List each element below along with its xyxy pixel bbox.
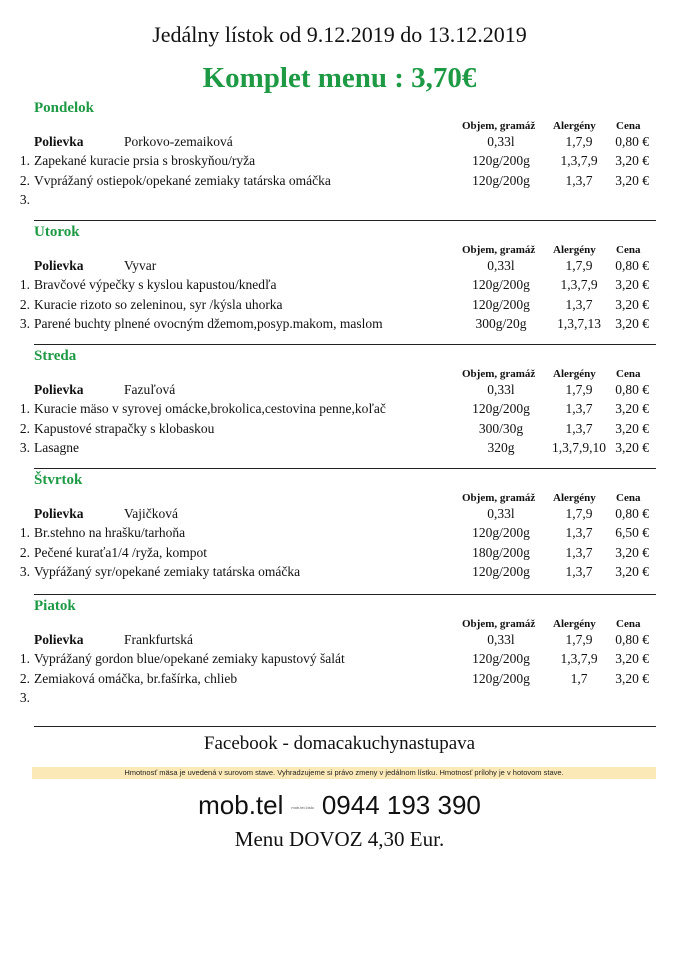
item-price: 0,80 € [615,134,649,149]
phone-line [0,790,679,821]
item-name: Pečené kuraťa1/4 /ryža, kompot [34,544,207,560]
phone-small-text: mob.tel.číslo [291,804,314,810]
item-price: 3,20 € [615,564,649,579]
column-header-weight: Objem, gramáž [462,120,536,132]
column-header-allergens: Alergény [553,618,596,630]
item-number: 2. [19,670,30,686]
item-price: 0,80 € [615,506,649,521]
delivery-price: Menu DOVOZ 4,30 Eur. [234,827,445,851]
section-divider [34,344,656,345]
item-price: 3,20 € [615,172,649,188]
item-allergens: 1,3,7 [565,544,593,560]
item-weight: 320g [487,440,515,455]
item-number: 3. [19,192,30,207]
item-price: 3,20 € [615,420,649,436]
soup-name: Vajičková [124,506,178,521]
soup-label: Polievka [34,632,84,647]
item-number: 3. [19,564,30,579]
menu-price-heading: Komplet menu : 3,70€ [202,62,477,94]
phone-label: mob.tel [198,790,284,820]
column-header-price: Cena [616,120,641,132]
soup-label: Polievka [34,506,84,521]
item-number: 1. [19,153,30,168]
item-number: 3. [19,440,30,455]
item-price: 3,20 € [615,651,649,666]
item-allergens: 1,3,7,9 [560,153,598,168]
item-number: 3. [19,316,30,331]
item-price: 3,20 € [615,277,649,292]
column-header-weight: Objem, gramáž [462,618,536,630]
menu-item-row [0,192,679,212]
phone-number: 0944 193 390 [321,790,481,820]
day-name: Streda [34,348,77,364]
page-title: Jedálny lístok od 9.12.2019 do 13.12.2019 [152,22,527,47]
item-name: Zapekané kuracie prsia s broskyňou/ryža [34,153,256,168]
item-allergens: 1,3,7,13 [557,316,601,331]
item-allergens: 1,3,7,9,10 [552,440,606,455]
day-name: Pondelok [34,100,95,116]
column-header-price: Cena [616,618,641,630]
item-allergens: 1,7,9 [565,382,593,397]
item-number: 2. [19,172,30,188]
item-name: Br.stehno na hrašku/tarhoňa [34,525,186,540]
item-price: 3,20 € [615,316,649,331]
soup-row [0,506,679,526]
item-allergens: 1,7,9 [565,632,593,647]
soup-row [0,632,679,652]
item-weight: 0,33l [487,382,515,397]
item-price: 6,50 € [615,525,649,540]
notice-bar: Hmotnosť mäsa je uvedená v surovom stave. Vyhradzujeme si právo zmeny v jedálnom lístku. Hmotnosť prílohy je v hotovom stave. [32,767,656,779]
item-weight: 0,33l [487,258,515,273]
item-number: 1. [19,401,30,416]
item-weight: 120g/200g [472,670,530,686]
menu-item-row [0,690,679,710]
soup-row [0,382,679,402]
item-number: 3. [19,690,30,705]
item-price: 3,20 € [615,401,649,416]
menu-item-row [0,545,679,565]
item-weight: 120g/200g [472,651,530,666]
soup-row [0,258,679,278]
day-name: Piatok [34,598,76,614]
item-allergens: 1,3,7,9 [560,651,598,666]
section-divider [34,220,656,221]
menu-item-row [0,651,679,671]
soup-name: Vyvar [124,258,157,273]
item-allergens: 1,7 [570,670,588,686]
item-allergens: 1,7,9 [565,506,593,521]
item-weight: 120g/200g [472,564,530,579]
column-header-weight: Objem, gramáž [462,368,536,380]
column-header-allergens: Alergény [553,244,596,256]
item-number: 2. [19,544,30,560]
column-header-allergens: Alergény [553,368,596,380]
item-weight: 0,33l [487,506,515,521]
item-weight: 300g/20g [475,316,527,331]
item-weight: 120g/200g [472,401,530,416]
section-divider [34,726,656,727]
item-number: 1. [19,525,30,540]
item-price: 0,80 € [615,258,649,273]
item-name: Zemiaková omáčka, br.fašírka, chlieb [34,670,238,686]
column-header-allergens: Alergény [553,492,596,504]
item-allergens: 1,3,7 [565,525,593,540]
item-number: 2. [19,420,30,436]
column-header-weight: Objem, gramáž [462,492,536,504]
menu-item-row [0,525,679,545]
soup-name: Frankfurtská [124,632,193,647]
item-name: Parené buchty plnené ovocným džemom,posyp.makom, maslom [34,316,383,331]
item-allergens: 1,3,7,9 [560,277,598,292]
day-name: Utorok [34,224,80,240]
soup-name: Porkovo-zemaiková [124,134,233,149]
item-name: Kuracie rizoto so zeleninou, syr /kýsla uhorka [34,296,283,312]
soup-name: Fazuľová [124,382,176,397]
item-weight: 300/30g [478,420,524,436]
item-weight: 120g/200g [472,525,530,540]
column-header-price: Cena [616,492,641,504]
item-number: 2. [19,296,30,312]
item-weight: 120g/200g [472,277,530,292]
menu-item-row [0,401,679,421]
item-price: 3,20 € [615,153,649,168]
item-weight: 180g/200g [472,544,530,560]
item-weight: 120g/200g [472,153,530,168]
item-name: Kapustové strapačky s klobaskou [34,420,215,436]
item-allergens: 1,3,7 [565,420,593,436]
soup-label: Polievka [34,134,84,149]
section-divider [34,594,656,595]
column-header-allergens: Alergény [553,120,596,132]
soup-row [0,134,679,154]
item-weight: 0,33l [487,632,515,647]
item-allergens: 1,3,7 [565,564,593,579]
item-allergens: 1,3,7 [565,296,593,312]
item-weight: 120g/200g [472,296,530,312]
section-divider [34,468,656,469]
column-header-price: Cena [616,368,641,380]
menu-item-row [0,316,679,336]
facebook-text: Facebook - domacakuchynastupava [203,733,476,754]
day-name: Štvrtok [34,472,83,488]
item-name: Vypŕážaný syr/opekané zemiaky tatárska omáčka [34,564,301,579]
column-header-price: Cena [616,244,641,256]
menu-item-row [0,153,679,173]
item-price: 3,20 € [615,440,649,455]
item-allergens: 1,3,7 [565,401,593,416]
item-price: 0,80 € [615,632,649,647]
menu-item-row [0,440,679,460]
item-name: Bravčové výpečky s kyslou kapustou/knedľa [34,277,277,292]
soup-label: Polievka [34,258,84,273]
item-price: 3,20 € [615,296,649,312]
menu-item-row [0,297,679,317]
item-allergens: 1,7,9 [565,134,593,149]
menu-item-row [0,564,679,584]
menu-item-row [0,173,679,193]
item-name: Lasagne [34,440,79,455]
item-weight: 120g/200g [472,172,530,188]
column-header-weight: Objem, gramáž [462,244,536,256]
menu-item-row [0,277,679,297]
item-allergens: 1,3,7 [565,172,593,188]
item-weight: 0,33l [487,134,515,149]
menu-item-row [0,671,679,691]
item-price: 0,80 € [615,382,649,397]
item-number: 1. [19,277,30,292]
item-price: 3,20 € [615,544,649,560]
item-price: 3,20 € [615,670,649,686]
item-name: Kuracie mäso v syrovej omácke,brokolica,cestovina penne,koľač [34,401,386,416]
soup-label: Polievka [34,382,84,397]
item-name: Vvprážaný ostiepok/opekané zemiaky tatárska omáčka [34,172,331,188]
menu-item-row [0,421,679,441]
item-number: 1. [19,651,30,666]
item-allergens: 1,7,9 [565,258,593,273]
item-name: Vyprážaný gordon blue/opekané zemiaky kapustový šalát [34,651,345,666]
